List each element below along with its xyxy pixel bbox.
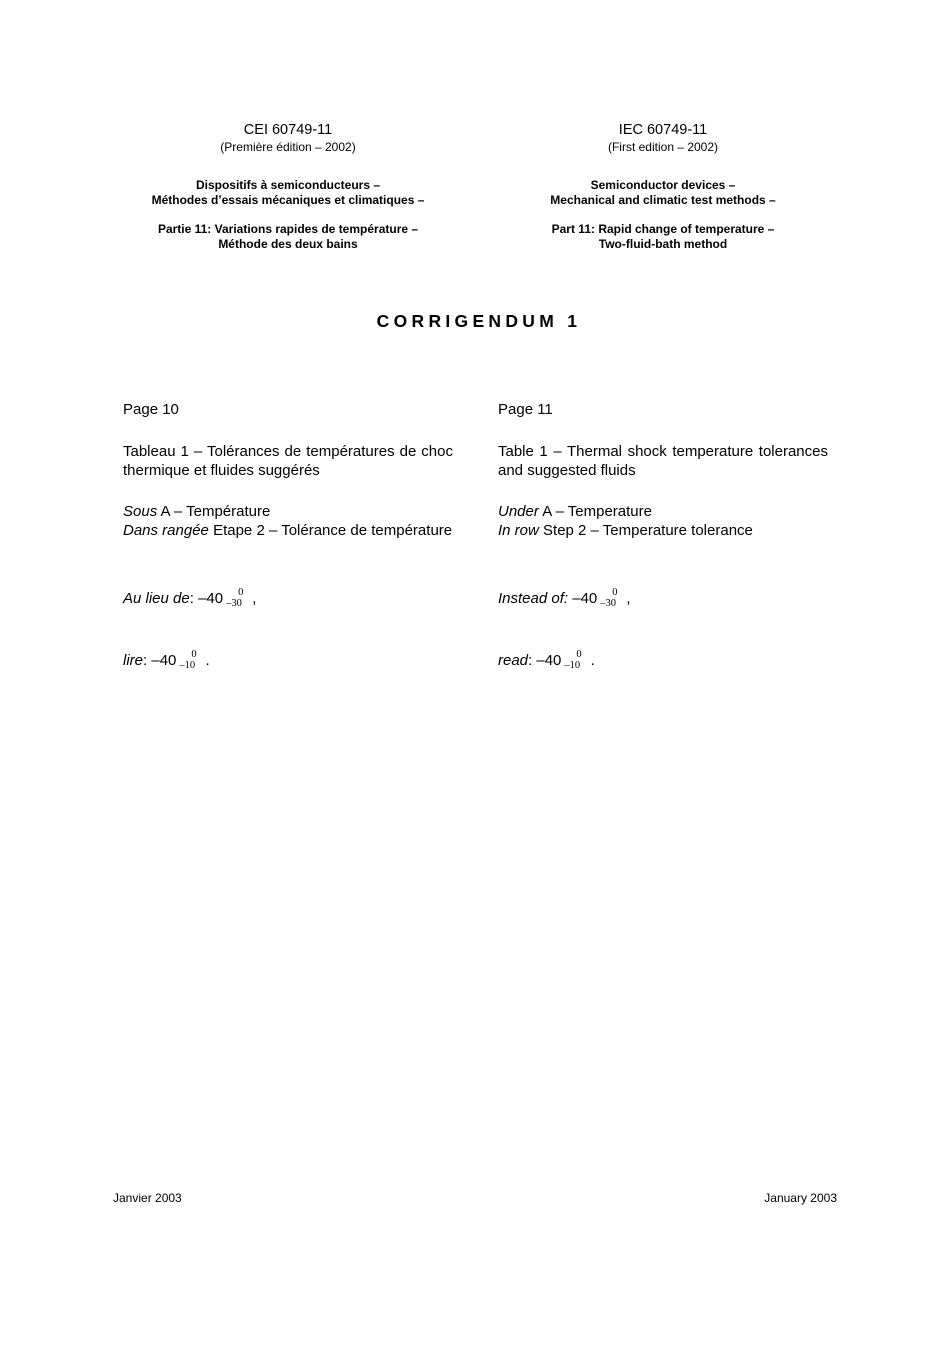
title-line: Méthodes d’essais mécaniques et climatiques – — [151, 192, 425, 207]
title-en — [473, 178, 853, 207]
instead-end: , — [248, 590, 257, 607]
read-end: . — [201, 652, 210, 669]
title-line: Semiconductor devices – — [590, 178, 736, 192]
instead-separator: : — [189, 590, 199, 607]
part-line: Partie 11: Variations rapides de température – — [157, 222, 419, 236]
title-line: Mechanical and climatic test methods – — [550, 192, 776, 207]
tolerance-notation — [600, 587, 622, 609]
row-line — [498, 522, 828, 541]
tolerance-notation — [564, 649, 586, 671]
table-reference-en: Table 1 – Thermal shock temperature tolerances and suggested fluids — [498, 443, 828, 479]
corrigendum-title: CORRIGENDUM 1 — [376, 311, 582, 331]
tolerance-upper: 0 — [238, 587, 244, 598]
table-reference-fr: Tableau 1 – Tolérances de températures de choc thermique et fluides suggérés — [123, 443, 453, 479]
instead-label: Instead of: — [498, 590, 569, 607]
instead-label: Au lieu de — [123, 590, 190, 607]
read-separator: : — [528, 652, 537, 669]
tolerance-upper: 0 — [191, 649, 197, 660]
standard-number-fr: CEI 60749-11 — [243, 122, 333, 138]
part-title-fr — [98, 222, 478, 251]
page-reference-en: Page 11 — [498, 401, 553, 418]
row-label: In row — [498, 521, 539, 539]
instead-value: –40 — [198, 590, 224, 607]
read-fr — [123, 649, 453, 671]
part-title-en — [473, 222, 853, 251]
read-label: lire — [123, 652, 144, 669]
instead-value: –40 — [572, 590, 598, 607]
row-text: Etape 2 – Tolérance de température — [208, 521, 453, 539]
edition-en: (First edition – 2002) — [607, 140, 719, 154]
location-fr — [123, 503, 453, 540]
read-value: –40 — [151, 652, 177, 669]
row-text: Step 2 – Temperature tolerance — [538, 521, 753, 539]
tolerance-upper: 0 — [612, 587, 618, 598]
instead-of-en — [498, 587, 828, 609]
read-en — [498, 649, 828, 671]
tolerance-lower: –10 — [179, 660, 196, 671]
read-label: read — [498, 652, 529, 669]
under-text: A – Température — [157, 503, 271, 520]
part-line: Part 11: Rapid change of temperature – — [551, 222, 775, 236]
under-line — [123, 503, 453, 522]
footer-date-en: January 2003 — [764, 1191, 837, 1205]
tolerance-lower: –10 — [564, 660, 581, 671]
title-line: Dispositifs à semiconducteurs – — [195, 178, 381, 192]
read-separator: : — [143, 652, 152, 669]
read-end: . — [586, 652, 595, 669]
under-label: Under — [498, 503, 539, 520]
part-line: Two-fluid-bath method — [598, 236, 728, 251]
instead-end: , — [622, 590, 631, 607]
row-line — [123, 522, 453, 541]
read-value: –40 — [536, 652, 562, 669]
under-label: Sous — [123, 503, 158, 520]
tolerance-lower: –30 — [226, 598, 242, 609]
under-line — [498, 503, 828, 522]
tolerance-lower: –30 — [600, 598, 617, 609]
footer-date-fr: Janvier 2003 — [113, 1191, 182, 1205]
instead-of-fr — [123, 587, 453, 609]
under-text: A – Temperature — [538, 503, 652, 520]
title-fr — [98, 178, 478, 207]
standard-number-en: IEC 60749-11 — [618, 122, 708, 138]
tolerance-notation — [226, 587, 248, 609]
page-reference-fr: Page 10 — [123, 401, 179, 418]
part-line: Méthode des deux bains — [218, 236, 358, 251]
edition-fr: (Première édition – 2002) — [220, 140, 356, 154]
tolerance-notation — [179, 649, 201, 671]
location-en — [498, 503, 828, 540]
tolerance-upper: 0 — [576, 649, 582, 660]
row-label: Dans rangée — [123, 521, 209, 539]
